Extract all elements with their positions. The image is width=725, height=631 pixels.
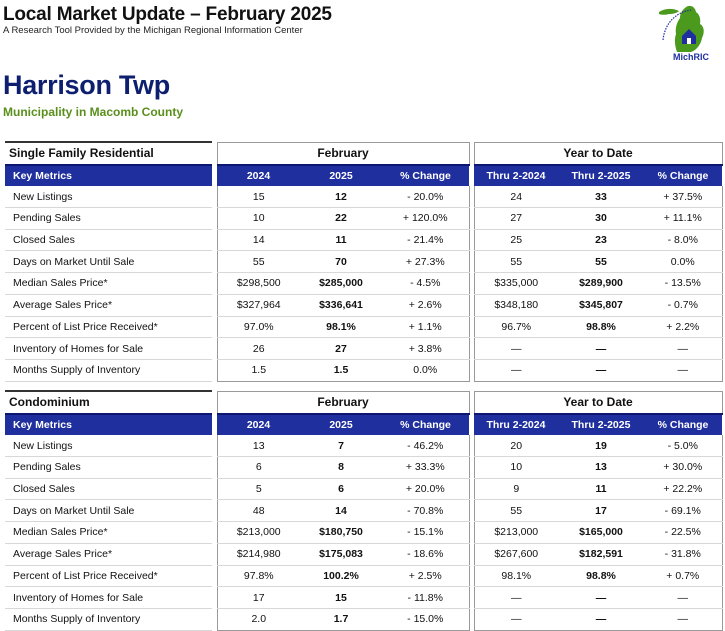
value-ytd-pct: - 22.5%	[644, 522, 722, 544]
section-title: Single Family Residential	[5, 142, 212, 165]
table-row	[5, 208, 722, 230]
value-ytd-2024: —	[474, 359, 558, 381]
value-feb-2024: 5	[217, 478, 300, 500]
value-ytd-2024: 27	[474, 208, 558, 230]
value-ytd-2025: 55	[558, 251, 644, 273]
table-row	[5, 316, 722, 338]
value-feb-pct: - 15.0%	[382, 608, 469, 630]
key-metrics-header: Key Metrics	[5, 414, 212, 436]
col-2024: 2024	[217, 165, 300, 187]
value-feb-2025: 14	[300, 500, 382, 522]
value-feb-pct: - 4.5%	[382, 273, 469, 295]
value-feb-pct: + 2.6%	[382, 294, 469, 316]
value-feb-2025: 1.5	[300, 359, 382, 381]
value-feb-2024: 55	[217, 251, 300, 273]
value-feb-2025: 7	[300, 435, 382, 456]
value-feb-2024: 1.5	[217, 359, 300, 381]
value-feb-2025: 1.7	[300, 608, 382, 630]
col-thru-2024: Thru 2-2024	[474, 414, 558, 436]
value-feb-2025: 22	[300, 208, 382, 230]
metric-label: Median Sales Price*	[5, 522, 212, 544]
municipality-county: Municipality in Macomb County	[3, 105, 184, 119]
value-ytd-2025: 11	[558, 478, 644, 500]
value-feb-2024: 2.0	[217, 608, 300, 630]
value-ytd-2025: $345,807	[558, 294, 644, 316]
february-group-header: February	[217, 391, 469, 414]
value-ytd-pct: + 37.5%	[644, 186, 722, 207]
metric-label: Inventory of Homes for Sale	[5, 587, 212, 609]
value-ytd-pct: —	[644, 587, 722, 609]
value-ytd-pct: - 5.0%	[644, 435, 722, 456]
value-ytd-2024: $348,180	[474, 294, 558, 316]
value-ytd-2024: $267,600	[474, 543, 558, 565]
value-feb-pct: - 21.4%	[382, 229, 469, 251]
value-feb-2025: 27	[300, 338, 382, 360]
table-row	[5, 522, 722, 544]
condominium-section	[5, 390, 722, 631]
table-row	[5, 587, 722, 609]
value-ytd-2025: —	[558, 359, 644, 381]
value-ytd-2025: —	[558, 587, 644, 609]
table-row	[5, 338, 722, 360]
municipality-name: Harrison Twp	[3, 70, 170, 100]
value-ytd-2024: 9	[474, 478, 558, 500]
value-feb-2025: 100.2%	[300, 565, 382, 587]
col-thru-2025: Thru 2-2025	[558, 414, 644, 436]
metric-label: Days on Market Until Sale	[5, 500, 212, 522]
value-ytd-2025: —	[558, 338, 644, 360]
value-ytd-pct: + 0.7%	[644, 565, 722, 587]
value-ytd-2025: 33	[558, 186, 644, 207]
metrics-table	[5, 141, 723, 382]
value-feb-2025: 12	[300, 186, 382, 207]
value-ytd-2024: $335,000	[474, 273, 558, 295]
value-ytd-2024: —	[474, 608, 558, 630]
table-row	[5, 565, 722, 587]
metric-label: Inventory of Homes for Sale	[5, 338, 212, 360]
value-feb-pct: + 3.8%	[382, 338, 469, 360]
value-ytd-2024: 25	[474, 229, 558, 251]
metric-label: Median Sales Price*	[5, 273, 212, 295]
metric-label: Percent of List Price Received*	[5, 316, 212, 338]
value-feb-2024: 10	[217, 208, 300, 230]
table-row	[5, 543, 722, 565]
value-ytd-2025: 98.8%	[558, 316, 644, 338]
value-feb-pct: - 11.8%	[382, 587, 469, 609]
value-ytd-2025: $289,900	[558, 273, 644, 295]
value-ytd-pct: —	[644, 338, 722, 360]
value-feb-pct: - 70.8%	[382, 500, 469, 522]
value-ytd-2024: 98.1%	[474, 565, 558, 587]
logo-wordmark: MichRIC	[673, 52, 709, 62]
col-thru-2024: Thru 2-2024	[474, 165, 558, 187]
value-feb-pct: + 20.0%	[382, 478, 469, 500]
value-feb-2024: $327,964	[217, 294, 300, 316]
value-ytd-2024: 55	[474, 251, 558, 273]
value-ytd-2025: 98.8%	[558, 565, 644, 587]
value-ytd-2024: $213,000	[474, 522, 558, 544]
value-feb-2025: 6	[300, 478, 382, 500]
value-feb-2025: 15	[300, 587, 382, 609]
value-feb-2024: 26	[217, 338, 300, 360]
value-ytd-2025: $165,000	[558, 522, 644, 544]
metric-label: Days on Market Until Sale	[5, 251, 212, 273]
metric-label: New Listings	[5, 435, 212, 456]
col-pct-change: % Change	[382, 414, 469, 436]
value-feb-2025: $180,750	[300, 522, 382, 544]
value-feb-2024: 48	[217, 500, 300, 522]
col-2025: 2025	[300, 165, 382, 187]
table-row	[5, 294, 722, 316]
value-ytd-pct: + 11.1%	[644, 208, 722, 230]
value-ytd-2025: 19	[558, 435, 644, 456]
value-ytd-2025: 23	[558, 229, 644, 251]
value-ytd-pct: 0.0%	[644, 251, 722, 273]
value-ytd-2024: 55	[474, 500, 558, 522]
value-ytd-2024: 96.7%	[474, 316, 558, 338]
table-row	[5, 186, 722, 207]
table-row	[5, 457, 722, 479]
value-feb-2024: 13	[217, 435, 300, 456]
col-thru-2025: Thru 2-2025	[558, 165, 644, 187]
value-feb-2025: $285,000	[300, 273, 382, 295]
value-feb-pct: + 1.1%	[382, 316, 469, 338]
value-ytd-pct: —	[644, 608, 722, 630]
metric-label: Months Supply of Inventory	[5, 359, 212, 381]
col-ytd-pct-change: % Change	[644, 165, 722, 187]
value-feb-2024: 14	[217, 229, 300, 251]
value-feb-pct: + 120.0%	[382, 208, 469, 230]
value-feb-2025: $336,641	[300, 294, 382, 316]
table-row	[5, 229, 722, 251]
metric-label: Pending Sales	[5, 208, 212, 230]
col-2025: 2025	[300, 414, 382, 436]
value-feb-pct: - 18.6%	[382, 543, 469, 565]
value-ytd-pct: - 31.8%	[644, 543, 722, 565]
value-feb-2024: $213,000	[217, 522, 300, 544]
table-row	[5, 251, 722, 273]
col-2024: 2024	[217, 414, 300, 436]
value-feb-pct: - 46.2%	[382, 435, 469, 456]
value-ytd-2024: —	[474, 338, 558, 360]
metric-label: Closed Sales	[5, 229, 212, 251]
value-feb-2025: 70	[300, 251, 382, 273]
value-ytd-pct: - 0.7%	[644, 294, 722, 316]
value-feb-pct: + 33.3%	[382, 457, 469, 479]
value-feb-2025: $175,083	[300, 543, 382, 565]
metrics-table	[5, 390, 723, 631]
table-row	[5, 435, 722, 456]
value-feb-2024: 97.8%	[217, 565, 300, 587]
metric-label: Average Sales Price*	[5, 543, 212, 565]
value-feb-pct: + 27.3%	[382, 251, 469, 273]
single-family-section	[5, 141, 722, 382]
value-ytd-pct: - 8.0%	[644, 229, 722, 251]
value-feb-2024: 15	[217, 186, 300, 207]
metric-label: Percent of List Price Received*	[5, 565, 212, 587]
value-feb-2024: 6	[217, 457, 300, 479]
table-row	[5, 500, 722, 522]
value-ytd-2025: $182,591	[558, 543, 644, 565]
value-ytd-2025: 13	[558, 457, 644, 479]
value-feb-pct: - 15.1%	[382, 522, 469, 544]
value-feb-pct: + 2.5%	[382, 565, 469, 587]
key-metrics-header: Key Metrics	[5, 165, 212, 187]
table-row	[5, 359, 722, 381]
metric-label: Pending Sales	[5, 457, 212, 479]
february-group-header: February	[217, 142, 469, 165]
value-ytd-pct: - 13.5%	[644, 273, 722, 295]
ytd-group-header: Year to Date	[474, 142, 722, 165]
report-title: Local Market Update – February 2025	[3, 4, 332, 25]
value-feb-pct: - 20.0%	[382, 186, 469, 207]
table-row	[5, 608, 722, 630]
metric-label: New Listings	[5, 186, 212, 207]
value-ytd-pct: —	[644, 359, 722, 381]
value-ytd-2025: 17	[558, 500, 644, 522]
value-ytd-2024: 10	[474, 457, 558, 479]
metric-label: Closed Sales	[5, 478, 212, 500]
section-title: Condominium	[5, 391, 212, 414]
table-row	[5, 478, 722, 500]
value-feb-2025: 11	[300, 229, 382, 251]
col-pct-change: % Change	[382, 165, 469, 187]
value-feb-pct: 0.0%	[382, 359, 469, 381]
metric-label: Average Sales Price*	[5, 294, 212, 316]
ytd-group-header: Year to Date	[474, 391, 722, 414]
value-feb-2024: $298,500	[217, 273, 300, 295]
table-row	[5, 273, 722, 295]
value-ytd-2024: —	[474, 587, 558, 609]
value-feb-2025: 98.1%	[300, 316, 382, 338]
value-ytd-pct: - 69.1%	[644, 500, 722, 522]
metric-label: Months Supply of Inventory	[5, 608, 212, 630]
value-ytd-2025: —	[558, 608, 644, 630]
value-feb-2024: 17	[217, 587, 300, 609]
value-feb-2024: $214,980	[217, 543, 300, 565]
value-ytd-pct: + 22.2%	[644, 478, 722, 500]
michric-logo	[655, 0, 723, 66]
report-subtitle: A Research Tool Provided by the Michigan Regional Information Center	[3, 25, 303, 36]
value-feb-2024: 97.0%	[217, 316, 300, 338]
value-feb-2025: 8	[300, 457, 382, 479]
col-ytd-pct-change: % Change	[644, 414, 722, 436]
value-ytd-pct: + 2.2%	[644, 316, 722, 338]
value-ytd-pct: + 30.0%	[644, 457, 722, 479]
value-ytd-2024: 20	[474, 435, 558, 456]
value-ytd-2024: 24	[474, 186, 558, 207]
value-ytd-2025: 30	[558, 208, 644, 230]
